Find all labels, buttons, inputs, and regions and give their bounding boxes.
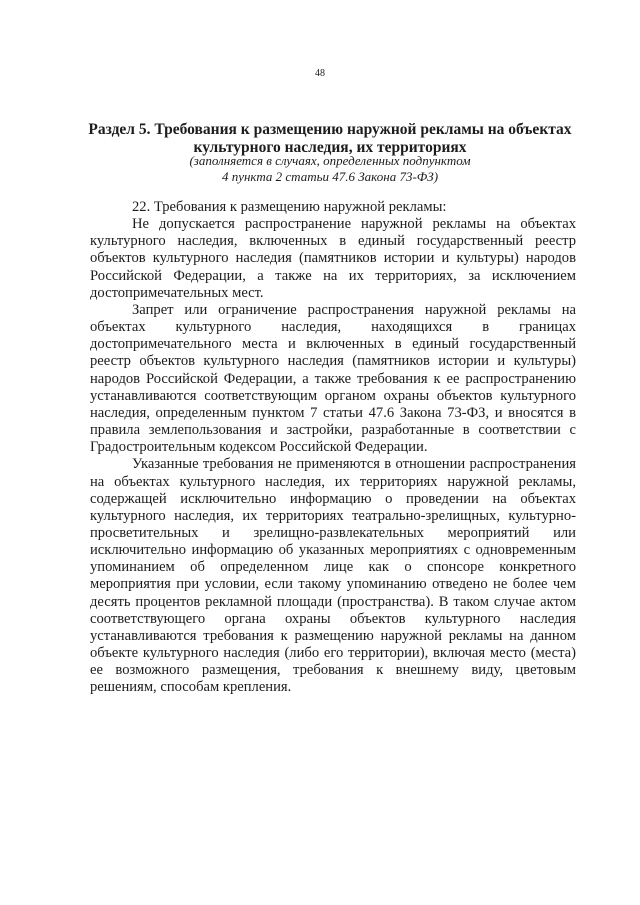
section-heading-note [80, 153, 580, 185]
paragraph-restriction: Запрет или ограничение распространения наружной рекламы на объектах культурного наследия, находящихся в границах достопримечательного места и включенных в единый государственный реестр объектов культурного наследия (памятников истории и культуры) народов Российской Федерации, а также требования к ее распространению устанавливаются соответствующим органом охраны объектов культурного наследия, определенным пунктом 7 статьи 47.6 Закона 73-ФЗ, и вносятся в правила землепользования и застройки, разработанные в соответствии с Градостроительным кодексом Российской Федерации. [90, 301, 576, 456]
page-number: 48 [315, 68, 325, 79]
section-heading-line-2: культурного наследия, их территориях [193, 139, 467, 156]
paragraph-item-22-heading: 22. Требования к размещению наружной рекламы: [132, 199, 447, 215]
section-heading-line-1: Раздел 5. Требования к размещению наружной рекламы на объектах [88, 121, 572, 138]
document-body [90, 199, 576, 697]
section-note-line-1: (заполняется в случаях, определенных подпунктом [189, 153, 471, 168]
section-note-line-2: 4 пункта 2 статьи 47.6 Закона 73-ФЗ) [221, 169, 439, 184]
section-heading [80, 121, 580, 157]
paragraph-exceptions: Указанные требования не применяются в отношении распространения на объектах культурного наследия, их территориях наружной рекламы, содержащей исключительно информацию о проведении на объектах культурного наследия, их территориях театрально-зрелищных, культурно-просветительных и зрелищно-развлекательных мероприятий или исключительно информацию об указанных мероприятиях с одновременным упоминанием об определенном лице как о спонсоре конкретного мероприятия при условии, если такому упоминанию отведено не более чем десять процентов рекламной площади (пространства). В таком случае актом соответствующего органа охраны объектов культурного наследия устанавливаются требования к размещению наружной рекламы на данном объекте культурного наследия (либо его территории), включая место (места) ее возможного размещения, требования к внешнему виду, цветовым решениям, способам крепления. [90, 456, 576, 696]
paragraph-prohibition: Не допускается распространение наружной рекламы на объектах культурного наследия, включенных в единый государственный реестр объектов культурного наследия (памятников истории и культуры) народов Российской Федерации, а также на их территориях, за исключением достопримечательных мест. [90, 216, 576, 301]
